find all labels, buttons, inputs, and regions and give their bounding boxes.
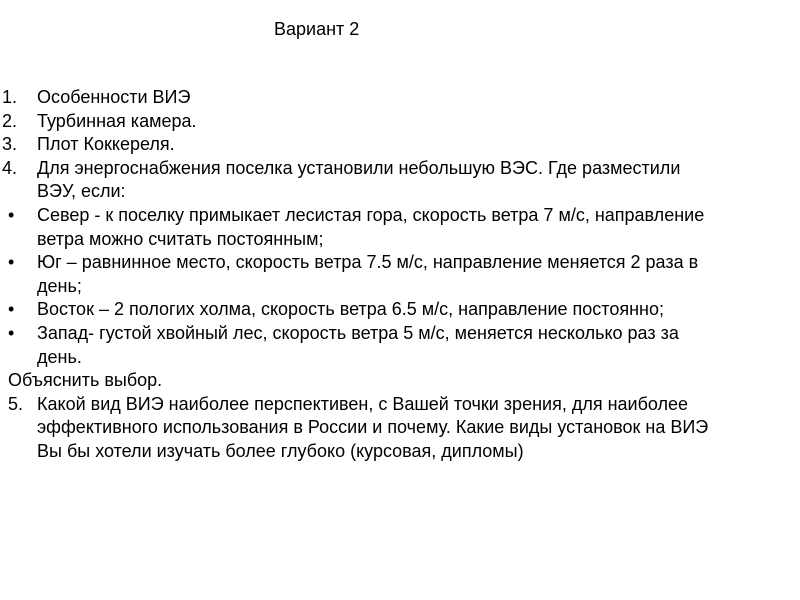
bullet-icon: •: [8, 252, 15, 273]
question-item-2: [0, 110, 795, 134]
question-text: Особенности ВИЭ: [37, 87, 191, 107]
bullet-text-line: Север - к поселку примыкает лесистая гора, скорость ветра 7 м/с, направление: [37, 204, 705, 225]
question-text-line: Вы бы хотели изучать более глубоко (курсовая, дипломы): [37, 440, 524, 461]
bullet-item-north: [0, 204, 795, 251]
question-number: 5.: [8, 393, 24, 414]
bullet-text-line: Юг – равнинное место, скорость ветра 7.5 м/с, направление меняется 2 раза в: [37, 252, 699, 273]
question-list: [0, 86, 795, 464]
bullet-text-line: Восток – 2 пологих холма, скорость ветра 6.5 м/с, направление постоянно;: [37, 299, 664, 320]
question-item-1: [0, 86, 795, 110]
question-number: 1.: [2, 87, 18, 107]
bullet-icon: •: [8, 204, 15, 225]
bullet-item-south: [0, 251, 795, 298]
question-number: 3.: [2, 134, 18, 155]
question-text-line: Для энергоснабжения поселка установили небольшую ВЭС. Где разместили: [37, 157, 681, 178]
question-text: Турбинная камера.: [37, 110, 197, 131]
question-text: Плот Коккереля.: [37, 134, 175, 155]
question-item-3: [0, 133, 795, 157]
question-item-4: [0, 157, 795, 204]
question-text-line: Какой вид ВИЭ наиболее перспективен, с Вашей точки зрения, для наиболее: [37, 393, 689, 414]
bullet-icon: •: [8, 299, 15, 320]
question-number: 2.: [2, 110, 18, 131]
bullet-text-line: ветра можно считать постоянным;: [37, 228, 324, 249]
question-text-line: эффективного использования в России и почему. Какие виды установок на ВИЭ: [37, 417, 709, 438]
bullet-text-line: день;: [37, 275, 82, 296]
bullet-text-line: Запад- густой хвойный лес, скорость ветра 5 м/с, меняется несколько раз за: [37, 322, 679, 343]
bullet-item-west: [0, 322, 795, 369]
page-title: Вариант 2: [274, 19, 360, 39]
bullet-text-line: день.: [37, 346, 82, 367]
explain-text: Объяснить выбор.: [8, 370, 163, 391]
bullet-icon: •: [8, 322, 15, 343]
question-text-line: ВЭУ, если:: [37, 181, 126, 202]
bullet-item-east: [0, 298, 795, 322]
question-item-5: [0, 393, 795, 464]
question-number: 4.: [2, 157, 18, 178]
